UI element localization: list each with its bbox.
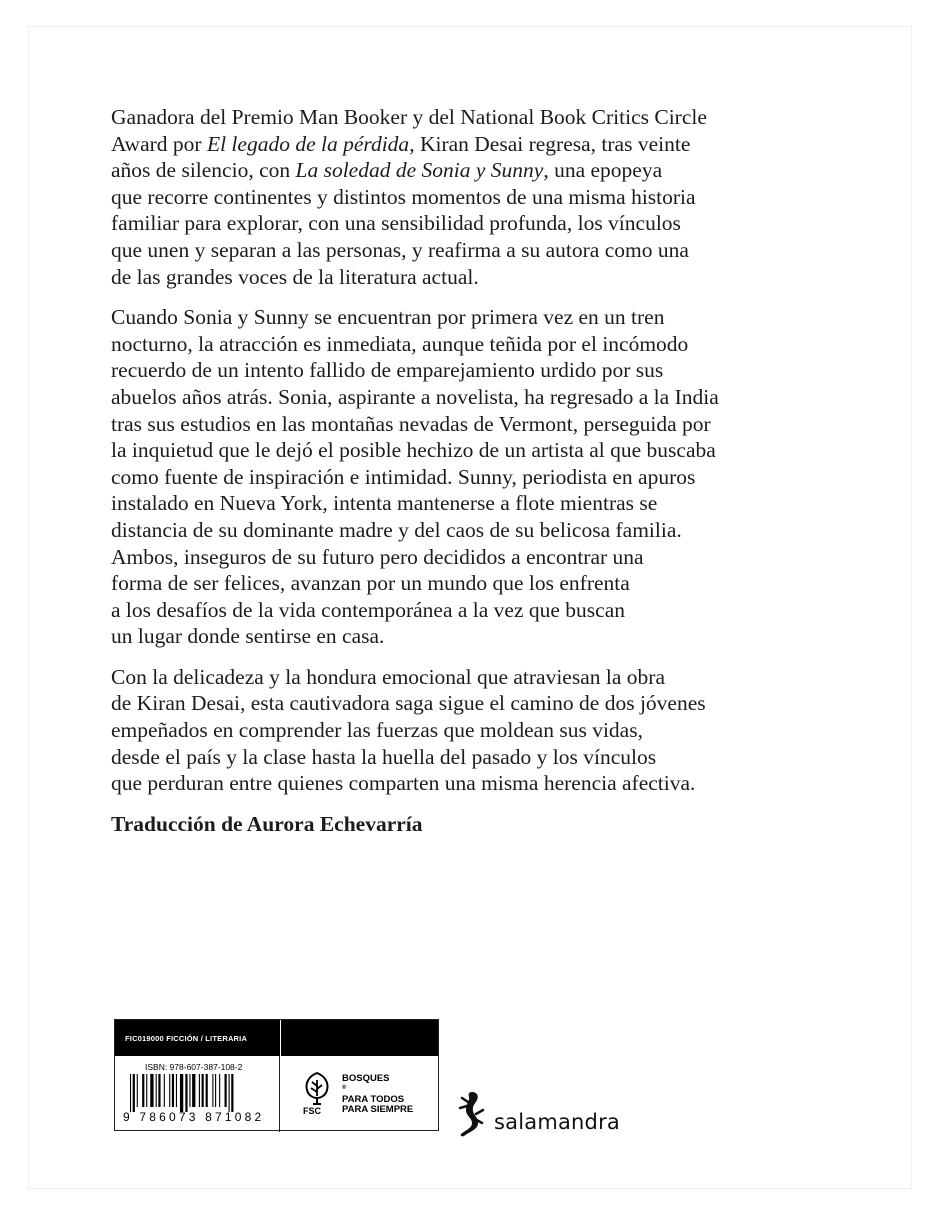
barcode-bar xyxy=(142,1074,144,1107)
text-line: de las grandes voces de la literatura actual. xyxy=(111,264,479,289)
barcode-bar xyxy=(215,1074,216,1107)
text-line: que perduran entre quienes comparten una misma herencia afectiva. xyxy=(111,771,696,796)
barcode-bar xyxy=(156,1074,157,1107)
bisac-code: FIC019000 FICCIÓN / LITERARIA xyxy=(125,1034,248,1043)
fsc-label: FSC xyxy=(303,1106,321,1116)
fsc-slogan-word: BOSQUES xyxy=(342,1073,390,1084)
barcode-digits: 9 786073 871082 xyxy=(123,1110,265,1124)
book-title-previous: El legado de la pérdida xyxy=(206,131,410,156)
barcode-bar xyxy=(137,1074,138,1107)
text-line: abuelos años atrás. Sonia, aspirante a novelista, ha regresado a la India xyxy=(111,384,719,409)
isbn-barcode xyxy=(115,1056,280,1132)
text-line: tras sus estudios en las montañas nevadas de Vermont, perseguida por xyxy=(111,411,711,436)
text-line: nocturno, la atracción es inmediata, aunque teñida por el incómodo xyxy=(111,331,689,356)
barcode-bar xyxy=(130,1074,131,1112)
barcode-bar xyxy=(180,1074,183,1112)
text-line: que recorre continentes y distintos momentos de una misma historia xyxy=(111,184,696,209)
text-run: años de silencio, con xyxy=(111,158,296,183)
paragraph-award xyxy=(111,104,801,290)
barcode-bar xyxy=(212,1074,213,1107)
text-line: Ganadora del Premio Man Booker y del National Book Critics Circle xyxy=(111,105,707,129)
salamander-icon xyxy=(452,1088,492,1140)
barcode-bar xyxy=(225,1074,227,1107)
barcode-bar xyxy=(189,1074,190,1107)
text-line: instalado en Nueva York, intenta mantenerse a flote mientras se xyxy=(111,491,658,516)
barcode-bar xyxy=(185,1074,187,1112)
text-run: , una epopeya xyxy=(543,158,663,183)
text-line: recuerdo de un intento fallido de emparejamiento urdido por sus xyxy=(111,358,664,383)
isbn-label: ISBN: 978-607-387-108-2 xyxy=(145,1062,243,1072)
text-line xyxy=(111,157,801,184)
text-line: un lugar donde sentirse en casa. xyxy=(111,624,385,649)
bisac-header xyxy=(115,1020,438,1056)
barcode-bar xyxy=(133,1074,135,1112)
text-line: la inquietud que le dejó el posible hechizo de un artista al que buscaba xyxy=(111,438,716,463)
fsc-slogan-line: PARA TODOS xyxy=(342,1094,405,1106)
fsc-tree-icon xyxy=(299,1070,335,1106)
barcode-bar xyxy=(231,1074,233,1112)
fsc-slogan-line: PARA SIEMPRE xyxy=(342,1103,414,1115)
text-line: familiar para explorar, con una sensibilidad profunda, los vínculos xyxy=(111,211,681,236)
book-title: La soledad de Sonia y Sunny xyxy=(295,158,544,183)
barcode-bar xyxy=(192,1074,195,1107)
text-run: Award por xyxy=(111,131,207,156)
divider xyxy=(280,1020,281,1056)
barcode-bar xyxy=(146,1074,147,1107)
paragraph-synopsis xyxy=(111,304,801,650)
barcode-bar xyxy=(164,1074,165,1107)
text-line: de Kiran Desai, esta cautivadora saga sigue el camino de dos jóvenes xyxy=(111,691,706,716)
barcode-bar xyxy=(202,1074,204,1107)
barcode-bar xyxy=(150,1074,153,1107)
barcode-bar xyxy=(206,1074,208,1107)
text-run: , Kiran Desai regresa, tras veinte xyxy=(409,131,691,156)
barcode-bars xyxy=(130,1074,266,1112)
text-line: Cuando Sonia y Sunny se encuentran por primera vez en un tren xyxy=(111,305,665,330)
text-line: empeñados en comprender las fuerzas que moldean sus vidas, xyxy=(111,718,643,743)
barcode-bar xyxy=(229,1074,230,1112)
registered-mark: ® xyxy=(342,1084,347,1091)
text-line: a los desafíos de la vida contemporánea a la vez que buscan xyxy=(111,597,625,622)
barcode-bar xyxy=(169,1074,170,1107)
barcode-box xyxy=(114,1019,439,1131)
paragraph-closing xyxy=(111,664,801,797)
back-cover-text xyxy=(111,104,801,851)
barcode-bar xyxy=(158,1074,160,1107)
fsc-slogan xyxy=(342,1074,413,1114)
barcode-bar xyxy=(172,1074,174,1107)
barcode-bar xyxy=(219,1074,220,1107)
barcode-bar xyxy=(176,1074,177,1107)
text-line: Con la delicadeza y la hondura emocional que atraviesan la obra xyxy=(111,664,665,689)
text-line: como fuente de inspiración e intimidad. Sunny, periodista en apuros xyxy=(111,464,696,489)
text-line: que unen y separan a las personas, y reafirma a su autora como una xyxy=(111,237,689,262)
barcode-bar xyxy=(199,1074,200,1107)
text-line: Ambos, inseguros de su futuro pero decididos a encontrar una xyxy=(111,544,644,569)
publisher-logo xyxy=(452,1088,642,1148)
text-line: distancia de su dominante madre y del caos de su belicosa familia. xyxy=(111,517,682,542)
publisher-name: salamandra xyxy=(494,1110,620,1134)
text-line xyxy=(111,131,801,158)
fsc-logo xyxy=(281,1056,439,1132)
text-line: forma de ser felices, avanzan por un mundo que los enfrenta xyxy=(111,571,630,596)
translator-credit: Traducción de Aurora Echevarría xyxy=(111,811,423,836)
text-line: desde el país y la clase hasta la huella del pasado y los vínculos xyxy=(111,744,657,769)
fsc-slogan-line xyxy=(342,1074,413,1095)
